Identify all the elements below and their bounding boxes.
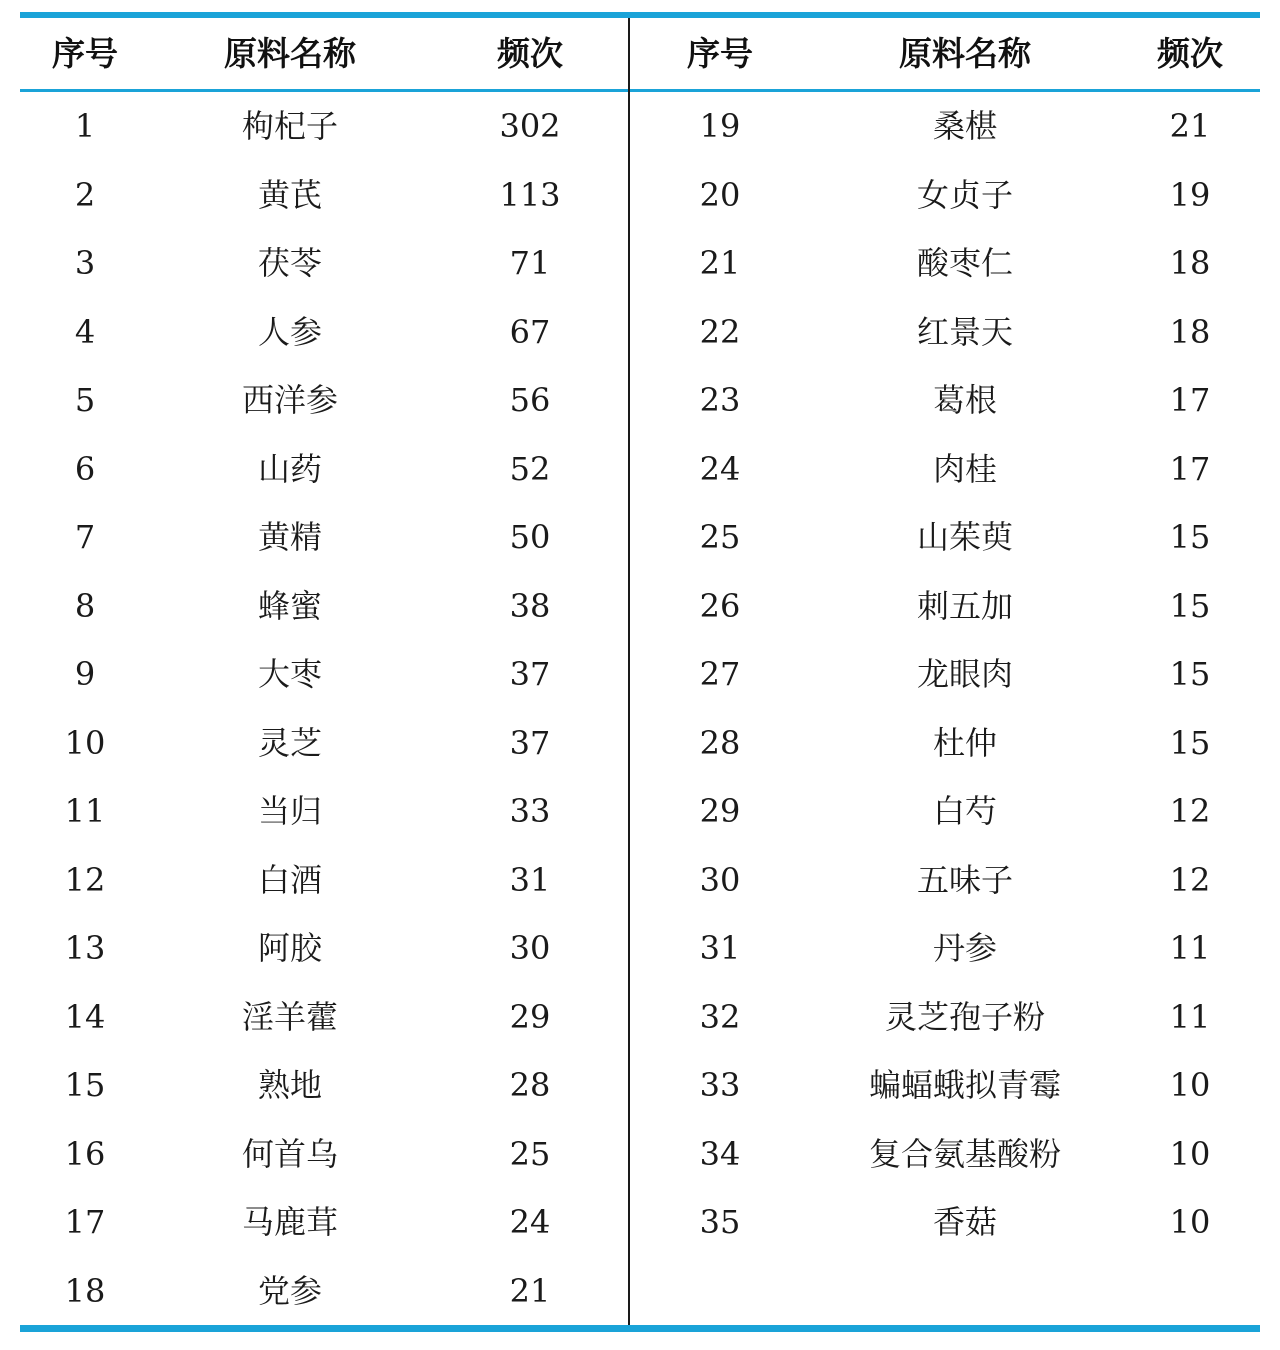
right-no-cell: 28 [699, 723, 741, 762]
right-freq-cell: 21 [1169, 107, 1211, 145]
left-freq-cell: 31 [509, 860, 551, 899]
right-name-cell: 山茱萸 [916, 518, 1013, 556]
right-no-cell: 27 [699, 655, 741, 693]
left-name-cell: 茯苓 [257, 244, 322, 282]
right-name-cell: 酸枣仁 [916, 244, 1013, 282]
left-name-cell: 黄精 [257, 518, 322, 556]
right-freq-cell: 17 [1169, 449, 1211, 488]
right-name-cell: 香菇 [932, 1203, 997, 1241]
right-name-cell: 丹参 [932, 929, 997, 967]
table-row [20, 983, 1260, 1052]
left-name-cell: 蜂蜜 [257, 586, 322, 625]
left-freq-cell: 29 [509, 997, 551, 1036]
right-freq-cell: 15 [1169, 518, 1211, 556]
table-row [20, 640, 1260, 709]
table-row [20, 1051, 1260, 1120]
right-name-cell: 女贞子 [916, 175, 1013, 214]
left-freq-cell: 30 [509, 929, 551, 967]
left-name-cell: 大枣 [257, 655, 322, 693]
table-row [20, 92, 1260, 161]
right-no-cell: 19 [699, 107, 741, 145]
left-no-cell: 10 [64, 723, 106, 762]
right-freq-cell: 15 [1169, 655, 1211, 693]
right-no-cell: 22 [699, 312, 741, 351]
header-row [20, 18, 1260, 89]
right-no-cell: 25 [699, 518, 741, 556]
right-name-cell: 灵芝孢子粉 [884, 997, 1045, 1036]
left-name-cell: 西洋参 [241, 381, 338, 419]
left-no-cell: 18 [64, 1271, 106, 1310]
right-freq-cell: 18 [1169, 312, 1211, 351]
right-no-cell: 33 [699, 1066, 741, 1104]
table-row [20, 709, 1260, 778]
left-name-cell: 何首乌 [241, 1134, 338, 1173]
left-name-cell: 灵芝 [257, 723, 322, 762]
right-no-cell: 30 [699, 860, 741, 899]
left-name-cell: 党参 [257, 1271, 322, 1310]
left-name-cell: 山药 [257, 449, 322, 488]
right-no-cell: 29 [699, 792, 741, 830]
header-right-freq: 频次 [1157, 34, 1223, 73]
left-no-cell: 3 [74, 244, 96, 282]
right-freq-cell: 19 [1169, 175, 1211, 214]
table-row [20, 366, 1260, 435]
header-right-no: 序号 [687, 34, 753, 73]
left-freq-cell: 25 [509, 1134, 551, 1173]
left-name-cell: 当归 [257, 792, 322, 830]
left-freq-cell: 33 [509, 792, 551, 830]
right-name-cell: 杜仲 [932, 723, 997, 762]
right-freq-cell: 10 [1169, 1066, 1211, 1104]
right-freq-cell: 11 [1169, 929, 1211, 967]
table-row [20, 161, 1260, 230]
right-name-cell: 肉桂 [932, 449, 997, 488]
table-row [20, 777, 1260, 846]
left-no-cell: 5 [74, 381, 96, 419]
left-name-cell: 黄芪 [257, 175, 322, 214]
right-no-cell: 35 [699, 1203, 741, 1241]
left-no-cell: 15 [64, 1066, 106, 1104]
left-no-cell: 14 [64, 997, 106, 1036]
right-freq-cell: 15 [1169, 723, 1211, 762]
right-no-cell: 21 [699, 244, 741, 282]
right-no-cell: 24 [699, 449, 741, 488]
left-freq-cell: 67 [509, 312, 551, 351]
right-no-cell: 23 [699, 381, 741, 419]
right-freq-cell: 15 [1169, 586, 1211, 625]
header-right-name: 原料名称 [899, 34, 1031, 73]
left-freq-cell: 71 [509, 244, 551, 282]
left-freq-cell: 37 [509, 723, 551, 762]
left-freq-cell: 302 [499, 107, 561, 145]
left-no-cell: 16 [64, 1134, 106, 1173]
left-freq-cell: 37 [509, 655, 551, 693]
right-name-cell: 五味子 [916, 860, 1013, 899]
left-freq-cell: 113 [499, 175, 561, 214]
left-name-cell: 白酒 [257, 860, 322, 899]
left-no-cell: 9 [74, 655, 96, 693]
right-freq-cell: 18 [1169, 244, 1211, 282]
right-name-cell: 红景天 [916, 312, 1013, 351]
left-no-cell: 11 [64, 792, 106, 830]
right-name-cell: 桑椹 [932, 107, 997, 145]
right-no-cell: 26 [699, 586, 741, 625]
right-name-cell: 白芍 [932, 792, 997, 830]
header-left-no: 序号 [52, 34, 118, 73]
left-name-cell: 阿胶 [257, 929, 322, 967]
right-freq-cell: 17 [1169, 381, 1211, 419]
bottom-rule [20, 1325, 1260, 1332]
right-name-cell: 蝙蝠蛾拟青霉 [868, 1066, 1061, 1104]
table-row [20, 435, 1260, 504]
left-freq-cell: 50 [509, 518, 551, 556]
table-row [20, 229, 1260, 298]
right-name-cell: 葛根 [932, 381, 997, 419]
right-no-cell: 34 [699, 1134, 741, 1173]
left-no-cell: 1 [74, 107, 96, 145]
left-freq-cell: 52 [509, 449, 551, 488]
left-no-cell: 8 [74, 586, 96, 625]
ingredient-frequency-table [20, 12, 1260, 1334]
left-name-cell: 熟地 [257, 1066, 322, 1104]
column-divider [628, 18, 630, 1325]
table-row [20, 1120, 1260, 1189]
table-row [20, 914, 1260, 983]
header-left-name: 原料名称 [224, 34, 356, 73]
right-freq-cell: 12 [1169, 860, 1211, 899]
left-freq-cell: 24 [509, 1203, 551, 1241]
left-no-cell: 7 [74, 518, 96, 556]
table-row [20, 298, 1260, 367]
left-freq-cell: 38 [509, 586, 551, 625]
table-row [20, 503, 1260, 572]
table-row [20, 1257, 1260, 1326]
left-no-cell: 4 [74, 312, 96, 351]
left-no-cell: 12 [64, 860, 106, 899]
left-freq-cell: 56 [509, 381, 551, 419]
right-name-cell: 龙眼肉 [916, 655, 1013, 693]
left-name-cell: 淫羊藿 [241, 997, 338, 1036]
right-no-cell: 32 [699, 997, 741, 1036]
right-freq-cell: 12 [1169, 792, 1211, 830]
left-freq-cell: 21 [509, 1271, 551, 1310]
left-freq-cell: 28 [509, 1066, 551, 1104]
right-name-cell: 复合氨基酸粉 [868, 1134, 1061, 1173]
right-no-cell: 20 [699, 175, 741, 214]
left-name-cell: 人参 [257, 312, 322, 351]
right-name-cell: 刺五加 [916, 586, 1013, 625]
table-row [20, 846, 1260, 915]
left-no-cell: 13 [64, 929, 106, 967]
left-no-cell: 17 [64, 1203, 106, 1241]
right-freq-cell: 10 [1169, 1203, 1211, 1241]
left-name-cell: 马鹿茸 [241, 1203, 338, 1241]
left-no-cell: 6 [74, 449, 96, 488]
table-row [20, 572, 1260, 641]
table-row [20, 1188, 1260, 1257]
right-no-cell: 31 [699, 929, 741, 967]
left-no-cell: 2 [74, 175, 96, 214]
left-name-cell: 枸杞子 [241, 107, 338, 145]
header-left-freq: 频次 [497, 34, 563, 73]
right-freq-cell: 11 [1169, 997, 1211, 1036]
right-freq-cell: 10 [1169, 1134, 1211, 1173]
